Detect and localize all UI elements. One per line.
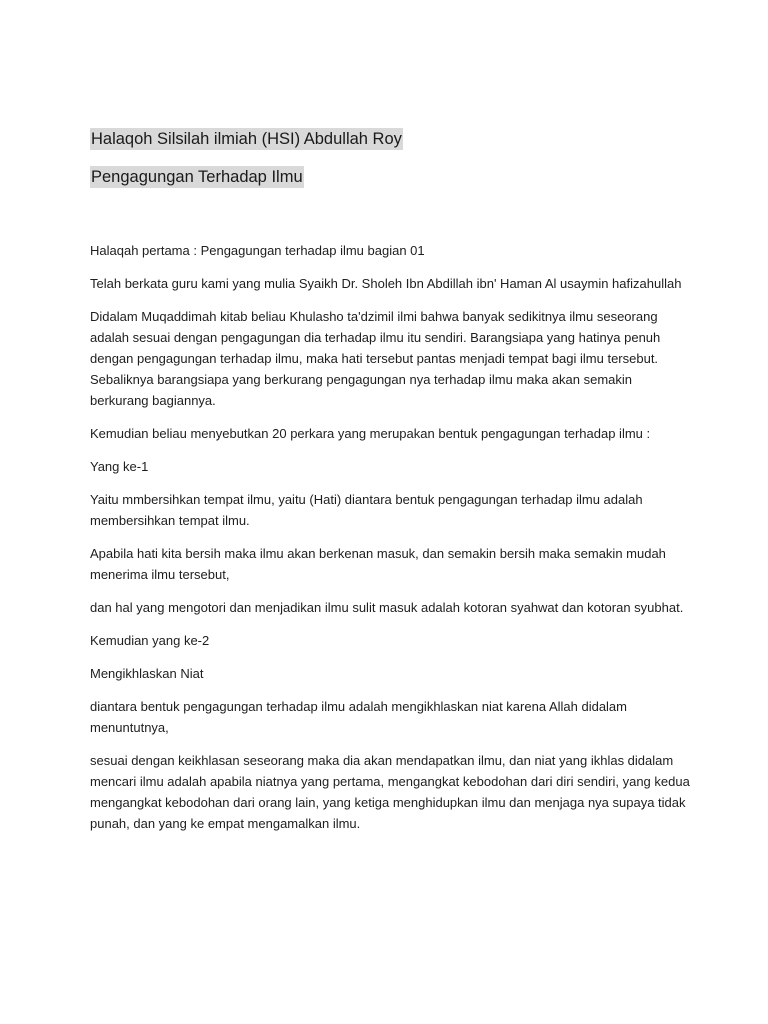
document-title: Halaqoh Silsilah ilmiah (HSI) Abdullah Roy — [91, 130, 402, 148]
document-body — [90, 240, 690, 846]
paragraph-mengotori: dan hal yang mengotori dan menjadikan ilmu sulit masuk adalah kotoran syahwat dan kotoran syubhat. — [90, 600, 684, 615]
paragraph-hati-bersih: Apabila hati kita bersih maka ilmu akan berkenan masuk, dan semakin bersih maka semakin mudah menerima ilmu tersebut, — [90, 546, 666, 582]
paragraph-20-perkara: Kemudian beliau menyebutkan 20 perkara yang merupakan bentuk pengagungan terhadap ilmu : — [90, 426, 651, 441]
document-subtitle: Pengagungan Terhadap Ilmu — [91, 168, 303, 186]
paragraph-membersihkan: Yaitu mmbersihkan tempat ilmu, yaitu (Hati) diantara bentuk pengagungan terhadap ilmu adalah membersihkan tempat ilmu. — [90, 492, 643, 528]
paragraph-yang-ke-1: Yang ke-1 — [90, 459, 149, 474]
paragraph-guru: Telah berkata guru kami yang mulia Syaikh Dr. Sholeh Ibn Abdillah ibn' Haman Al usaymin hafizahullah — [90, 276, 682, 291]
paragraph-mengikhlaskan: diantara bentuk pengagungan terhadap ilmu adalah mengikhlaskan niat karena Allah didalam menuntutnya, — [90, 699, 627, 735]
paragraph-halaqah-heading: Halaqah pertama : Pengagungan terhadap ilmu bagian 01 — [90, 243, 425, 258]
paragraph-keikhlasan: sesuai dengan keikhlasan seseorang maka dia akan mendapatkan ilmu, dan niat yang ikhlas didalam mencari ilmu adalah apabila niatnya yang pertama, mengangkat kebodohan dari diri sendiri, yang kedua mengangkat kebodohan dari orang lain, yang ketiga menghidupkan ilmu dan menjaga nya supaya tidak punah, dan yang ke empat mengamalkan ilmu. — [90, 753, 690, 831]
paragraph-ikhlas-niat: Mengikhlaskan Niat — [90, 666, 204, 681]
paragraph-yang-ke-2: Kemudian yang ke-2 — [90, 633, 210, 648]
paragraph-muqaddimah: Didalam Muqaddimah kitab beliau Khulasho ta'dzimil ilmi bahwa banyak sedikitnya ilmu seseorang adalah sesuai dengan pengagungan dia terhadap ilmu itu sendiri. Barangsiapa yang hatinya penuh dengan pengagungan terhadap ilmu, maka hati tersebut pantas menjadi tempat bagi ilmu tersebut. Sebaliknya barangsiapa yang berkurang pengagungan nya terhadap ilmu maka akan semakin berkurang bagiannya. — [90, 309, 661, 408]
